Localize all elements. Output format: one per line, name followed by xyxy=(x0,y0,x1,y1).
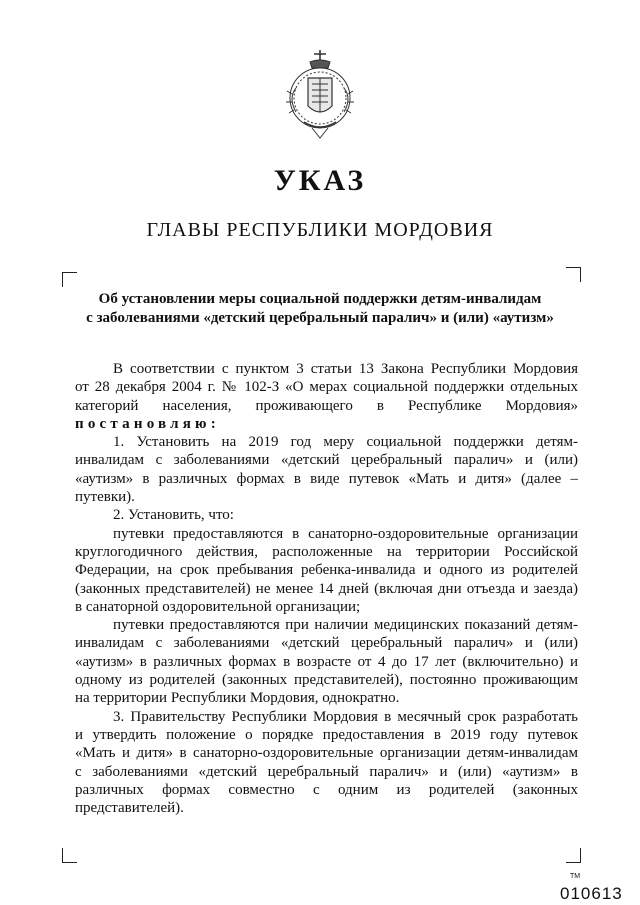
decree-heading xyxy=(70,290,570,328)
body-line: в санаторной оздоровительной организации; xyxy=(75,598,361,615)
body-line: 1. Установить на 2019 год меру социальной поддержки детям- xyxy=(113,434,578,451)
issuer-subtitle: ГЛАВЫ РЕСПУБЛИКИ МОРДОВИЯ xyxy=(146,219,494,241)
corner-mark-top-right xyxy=(566,267,581,282)
body-line: Федерации, на срок пребывания ребенка-инвалида и одного из родителей xyxy=(75,562,578,579)
body-line: от 28 декабря 2004 г. № 102-З «О мерах социальной поддержки отдельных xyxy=(75,379,578,396)
body-line: 2. Установить, что: xyxy=(113,507,234,524)
body-line: путевки предоставляются в санаторно-оздоровительные организации xyxy=(113,525,578,542)
corner-mark-bottom-right xyxy=(566,848,581,863)
body-line: с заболеваниями «детский церебральный паралич» и (или) «аутизм» в xyxy=(75,763,578,780)
body-line: инвалидам с заболеваниями «детский церебральный паралич» и (или) xyxy=(75,635,578,652)
body-line: круглогодичного действия, расположенные на территории Российской xyxy=(75,543,578,560)
body-line: (законных представителей) не менее 14 дней (включая дни отъезда и заезда) xyxy=(75,580,578,597)
corner-mark-bottom-left xyxy=(62,848,77,863)
body-line: инвалидам с заболеваниями «детский церебральный паралич» и (или) xyxy=(75,452,578,469)
body-line: и утвердить положение о порядке предоставления в 2019 году путевок xyxy=(75,726,578,743)
body-line: В соответствии с пунктом 3 статьи 13 Закона Республики Мордовия xyxy=(113,361,578,377)
document-title: УКАЗ xyxy=(273,164,367,197)
body-line: путевки предоставляются при наличии медицинских показаний детям- xyxy=(113,617,578,634)
corner-mark-top-left xyxy=(62,272,77,287)
body-line: одному из родителей (законных представителей), постоянно проживающим xyxy=(75,672,578,689)
trademark-mark: ТМ xyxy=(570,873,581,880)
serial-number: 010613 xyxy=(560,884,623,903)
heading-line: с заболеваниями «детский церебральный паралич» и (или) «аутизм» xyxy=(86,310,554,326)
body-line: путевки). xyxy=(75,489,135,506)
body-line: представителей). xyxy=(75,800,184,817)
body-line: на территории Республики Мордовия, однократно. xyxy=(75,690,400,707)
body-line: 3. Правительству Республики Мордовия в месячный срок разработать xyxy=(113,708,578,725)
body-line: различных формах совместно с одним из родителей (законных xyxy=(75,781,578,798)
body-line: «Мать и дитя» в санаторно-оздоровительные организации детям-инвалидам xyxy=(75,745,578,762)
resolution-word: постановляю: xyxy=(75,415,220,432)
heading-line: Об установлении меры социальной поддержки детям-инвалидам xyxy=(98,291,542,307)
body-line: «аутизм» в различных формах в возрасте от 4 до 17 лет (включительно) и xyxy=(75,653,578,670)
decree-body xyxy=(75,360,578,817)
coat-of-arms-emblem xyxy=(282,48,358,140)
body-line: категорий населения, проживающего в Республике Мордовия» xyxy=(75,397,578,414)
body-line: «аутизм» в различных формах в виде путевок «Мать и дитя» (далее – xyxy=(75,470,578,487)
